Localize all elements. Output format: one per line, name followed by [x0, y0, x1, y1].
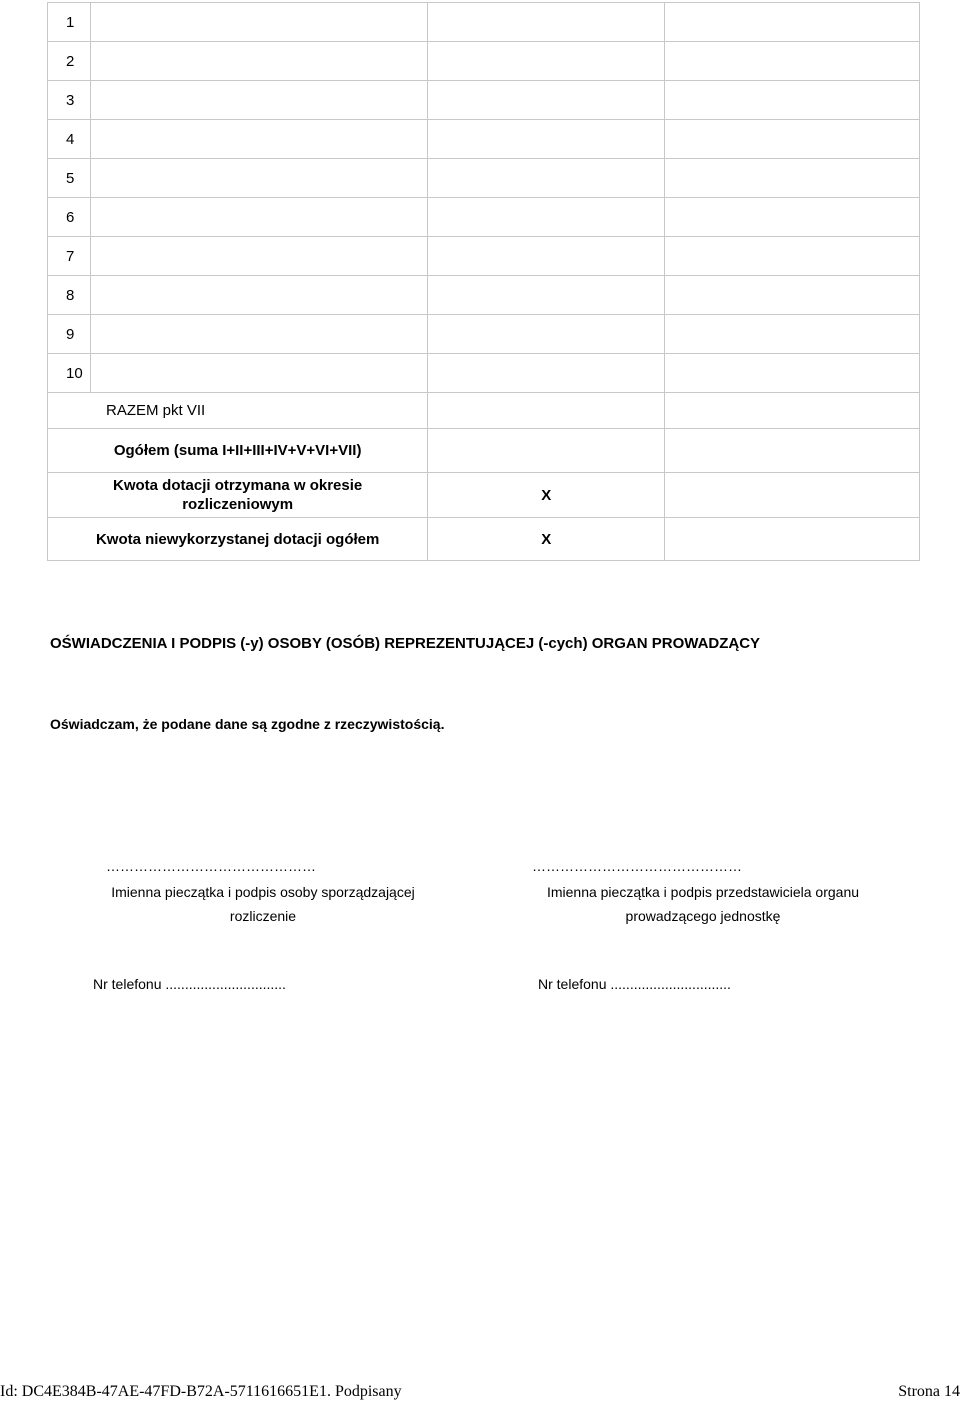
left-signature-caption: Imienna pieczątka i podpis osoby sporządzającej rozliczenie — [111, 884, 415, 924]
row-value-cell — [428, 237, 665, 276]
document-id: Id: DC4E384B-47AE-47FD-B72A-5711616651E1. Podpisany — [0, 1383, 402, 1400]
row-value-cell — [428, 42, 665, 81]
row-name-cell — [91, 198, 428, 237]
row-name-cell — [91, 354, 428, 393]
row-extra-cell — [665, 315, 920, 354]
row-name-cell — [91, 237, 428, 276]
row-value-cell — [428, 81, 665, 120]
row-name-cell — [91, 3, 428, 42]
kwota-niewykorzystanej-label: Kwota niewykorzystanej dotacji ogółem — [48, 518, 428, 561]
row-extra-cell — [665, 159, 920, 198]
row-value-cell — [428, 315, 665, 354]
table-row — [48, 237, 920, 276]
right-signature-caption: Imienna pieczątka i podpis przedstawiciela organu prowadzącego jednostkę — [546, 884, 860, 924]
row-number: 6 — [48, 198, 91, 237]
ogolem-label: Ogółem (suma I+II+III+IV+V+VI+VII) — [48, 429, 428, 473]
row-number: 7 — [48, 237, 91, 276]
row-extra-cell — [665, 81, 920, 120]
settlement-table — [47, 2, 920, 561]
page-number: Strona 14 — [898, 1383, 960, 1400]
razem-extra-cell — [665, 393, 920, 429]
row-number: 4 — [48, 120, 91, 159]
table-row — [48, 81, 920, 120]
razem-value-cell — [428, 393, 665, 429]
row-name-cell — [91, 276, 428, 315]
row-value-cell — [428, 120, 665, 159]
row-name-cell — [91, 159, 428, 198]
row-number: 1 — [48, 3, 91, 42]
ogolem-value-cell — [428, 429, 665, 473]
row-name-cell — [91, 315, 428, 354]
row-value-cell — [428, 3, 665, 42]
table-row — [48, 276, 920, 315]
row-extra-cell — [665, 42, 920, 81]
kwota-dotacji-x: X — [428, 473, 665, 518]
row-extra-cell — [665, 354, 920, 393]
row-extra-cell — [665, 3, 920, 42]
row-number: 10 — [48, 354, 91, 393]
table-row — [48, 315, 920, 354]
table-row — [48, 198, 920, 237]
row-extra-cell — [665, 198, 920, 237]
left-signature-dots: ……………………………………… — [106, 858, 316, 874]
row-value-cell — [428, 276, 665, 315]
kwota-dotacji-extra-cell — [665, 473, 920, 518]
row-value-cell — [428, 159, 665, 198]
kwota-niewykorzystanej-x: X — [428, 518, 665, 561]
row-name-cell — [91, 42, 428, 81]
row-name-cell — [91, 81, 428, 120]
row-name-cell — [91, 120, 428, 159]
left-phone: Nr telefonu ............................... — [93, 976, 286, 992]
kwota-niewykorzystanej-extra-cell — [665, 518, 920, 561]
row-number: 3 — [48, 81, 91, 120]
row-number: 9 — [48, 315, 91, 354]
kwota-dotacji-label: Kwota dotacji otrzymana w okresie rozliczeniowym — [48, 473, 428, 518]
row-number: 2 — [48, 42, 91, 81]
row-extra-cell — [665, 120, 920, 159]
row-value-cell — [428, 354, 665, 393]
row-number: 5 — [48, 159, 91, 198]
table-row — [48, 354, 920, 393]
table-row — [48, 42, 920, 81]
right-signature-dots: ……………………………………… — [532, 858, 742, 874]
section-title: OŚWIADCZENIA I PODPIS (-y) OSOBY (OSÓB) REPREZENTUJĄCEJ (-cych) ORGAN PROWADZĄCY — [50, 635, 761, 652]
row-extra-cell — [665, 237, 920, 276]
ogolem-extra-cell — [665, 429, 920, 473]
table-row — [48, 159, 920, 198]
row-number: 8 — [48, 276, 91, 315]
razem-label: RAZEM pkt VII — [48, 393, 428, 429]
right-phone: Nr telefonu ............................... — [538, 976, 731, 992]
table-row — [48, 3, 920, 42]
table-row — [48, 120, 920, 159]
declaration-text: Oświadczam, że podane dane są zgodne z rzeczywistością. — [50, 716, 445, 732]
row-extra-cell — [665, 276, 920, 315]
row-value-cell — [428, 198, 665, 237]
